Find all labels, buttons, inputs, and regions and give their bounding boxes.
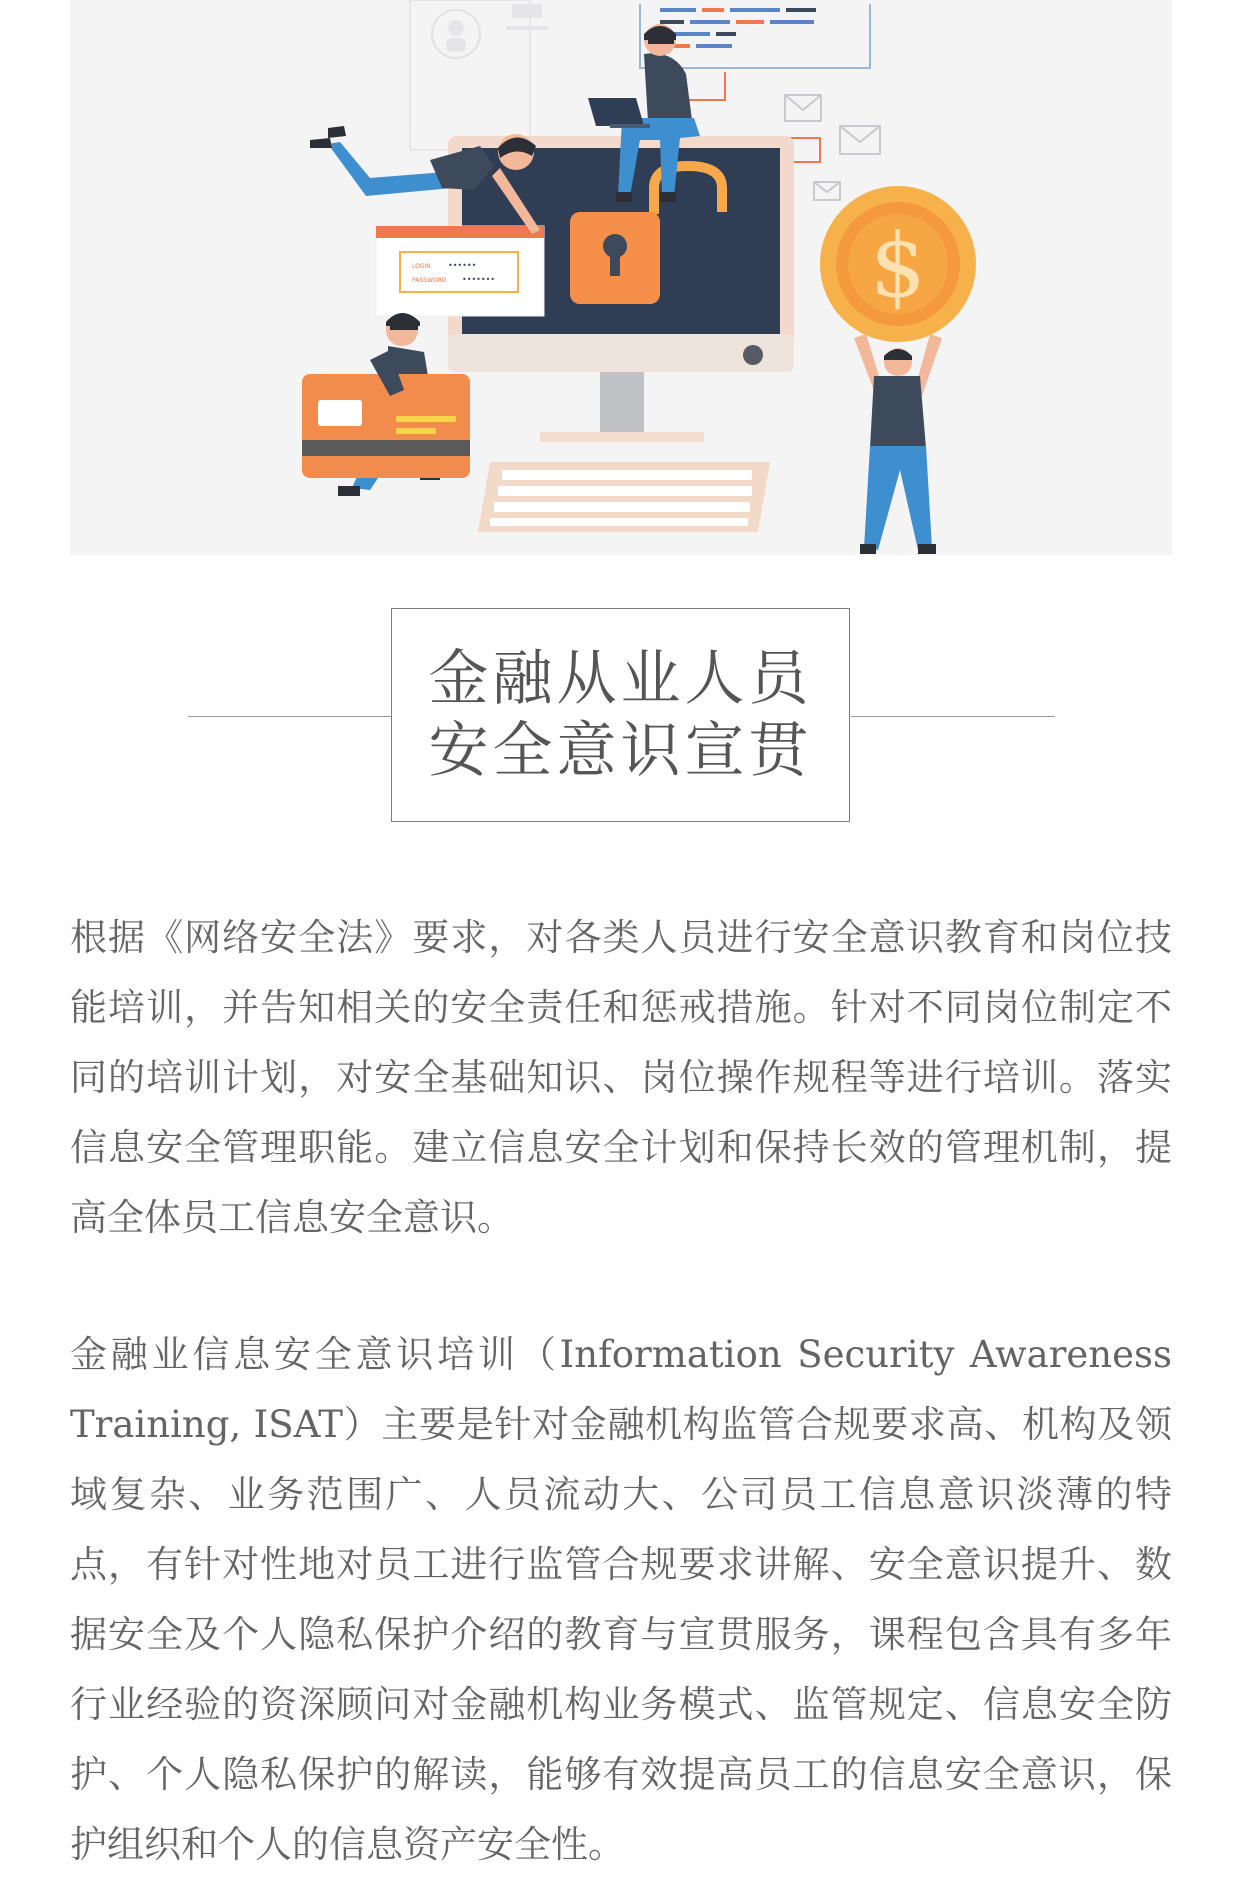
person-lifting-figure — [854, 334, 942, 554]
title-divider-right — [851, 716, 1055, 717]
title-box — [391, 608, 850, 822]
isat-paragraph: 金融业信息安全意识培训（Information Security Awareness Training, ISAT）主要是针对金融机构监管合规要求高、机构及领域复杂、业务范围广、人员流动大、公司员工信息意识淡薄的特点，有针对性地对员工进行监管合规要求讲解、安全意识提升、数据安全及个人隐私保护介绍的教育与宣贯服务，课程包含具有多年行业经验的资深顾问对金融机构业务模式、监管规定、信息安全防护、个人隐私保护的解读，能够有效提高员工的信息安全意识，保护组织和个人的信息资产安全性。 — [70, 1333, 1172, 1866]
section-title-block — [0, 608, 1242, 824]
keyboard — [478, 462, 770, 532]
login-card — [376, 226, 544, 316]
login-label: LOGIN — [412, 263, 431, 270]
title-line-1: 金融从业人员 — [428, 644, 813, 714]
login-mask: •••••• — [448, 261, 477, 270]
hacker-card-figure — [302, 313, 470, 496]
coin-symbol: $ — [870, 214, 926, 317]
title-divider-left — [188, 716, 392, 717]
envelope-icon — [785, 95, 880, 200]
title-line-2: 安全意识宣贯 — [428, 716, 813, 786]
security-illustration — [70, 0, 1172, 555]
password-mask: ••••••• — [462, 275, 496, 284]
password-label: PASSWORD — [412, 277, 447, 284]
dollar-coin-icon — [820, 186, 976, 342]
hero-illustration — [70, 0, 1172, 555]
background-profile-panel — [410, 0, 548, 150]
intro-paragraph: 根据《网络安全法》要求，对各类人员进行安全意识教育和岗位技能培训，并告知相关的安全责任和惩戒措施。针对不同岗位制定不同的培训计划，对安全基础知识、岗位操作规程等进行培训。落实信息安全管理职能。建立信息安全计划和保持长效的管理机制，提高全体员工信息安全意识。 — [70, 916, 1172, 1239]
